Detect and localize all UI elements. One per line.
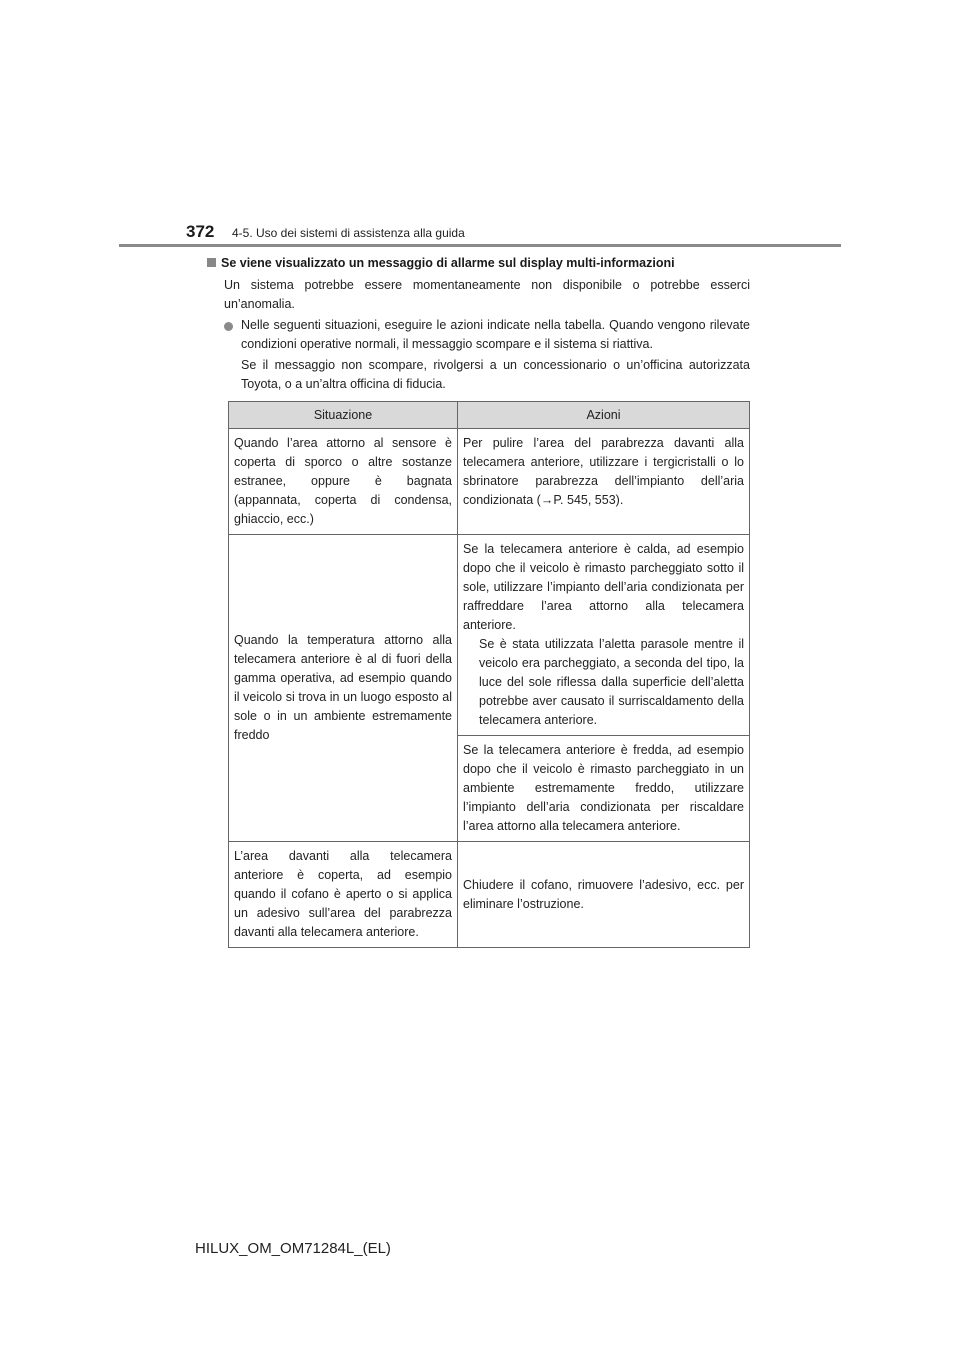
table-row <box>229 842 750 948</box>
situations-actions-table <box>228 401 750 948</box>
table-row <box>229 535 750 736</box>
heading-text: Se viene visualizzato un messaggio di allarme sul display multi-informazioni <box>221 256 675 270</box>
situation-cell: Quando l’area attorno al sensore è coperta di sporco o altre sostanze estranee, oppure è bagnata (appannata, coperta di condensa, ghiaccio, ecc.) <box>229 429 458 535</box>
action-cell: Per pulire l’area del parabrezza davanti alla telecamera anteriore, utilizzare i tergicristalli o lo sbrinatore parabrezza dell’impianto dell’aria condizionata (→P. 545, 553). <box>458 429 750 535</box>
table-row <box>229 429 750 535</box>
header-divider <box>119 244 841 247</box>
column-header-actions: Azioni <box>458 402 750 429</box>
circle-bullet-icon <box>224 322 233 331</box>
action-cell: Chiudere il cofano, rimuovere l’adesivo, ecc. per eliminare l’ostruzione. <box>458 842 750 948</box>
action-hot-text: Se la telecamera anteriore è calda, ad esempio dopo che il veicolo è rimasto parcheggiato sotto il sole, utilizzare l’impianto dell’aria condizionata per raffreddare l’area attorno alla telecamera anteriore. <box>463 542 744 632</box>
bullet-followup-paragraph: Se il messaggio non scompare, rivolgersi a un concessionario o un’officina autorizzata Toyota, o a un’altra officina di fiducia. <box>241 358 750 391</box>
situation-cell: L’area davanti alla telecamera anteriore è coperta, ad esempio quando il cofano è aperto o si applica un adesivo sull’area del parabrezza davanti alla telecamera anteriore. <box>229 842 458 948</box>
section-title: 4-5. Uso dei sistemi di assistenza alla guida <box>232 226 465 240</box>
page-number: 372 <box>186 222 215 241</box>
action-cell: Se la telecamera anteriore è fredda, ad esempio dopo che il veicolo è rimasto parcheggiato in un ambiente estremamente freddo, utilizzare l’impianto dell’aria condizionata per riscaldare l’area attorno alla telecamera anteriore. <box>458 736 750 842</box>
intro-paragraph: Un sistema potrebbe essere momentaneamente non disponibile o potrebbe esserci un’anomalia. <box>224 278 750 311</box>
subsection-heading <box>207 256 767 270</box>
document-code: HILUX_OM_OM71284L_(EL) <box>195 1240 391 1257</box>
bullet-paragraph: Nelle seguenti situazioni, eseguire le azioni indicate nella tabella. Quando vengono rilevate condizioni operative normali, il messaggio scompare e il sistema si riattiva. <box>241 318 750 351</box>
situation-cell: Quando la temperatura attorno alla telecamera anteriore è al di fuori della gamma operativa, ad esempio quando il veicolo si trova in un luogo esposto al sole o in un ambiente estremamente freddo <box>229 535 458 842</box>
square-bullet-icon <box>207 258 216 267</box>
action-cell <box>458 535 750 736</box>
column-header-situation: Situazione <box>229 402 458 429</box>
action-hot-note: Se è stata utilizzata l’aletta parasole mentre il veicolo era parcheggiato, a seconda del tipo, la luce del sole riflessa dalla superficie dell’aletta potrebbe aver causato il surriscaldamento della telecamera anteriore. <box>479 637 744 727</box>
table-header-row <box>229 402 750 429</box>
